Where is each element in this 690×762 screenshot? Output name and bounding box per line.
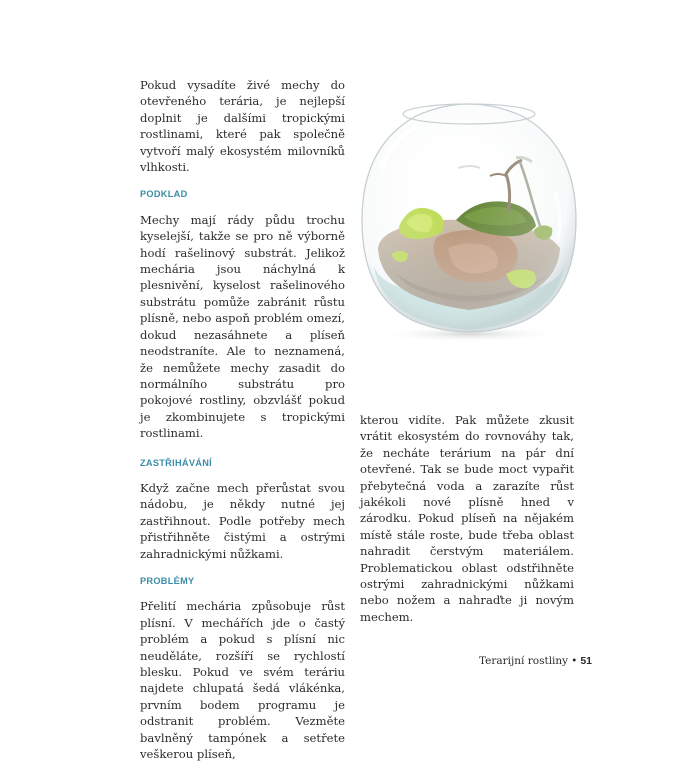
page-footer [472,655,592,667]
chapter-title: Terarijní rostliny [478,655,569,667]
paragraph-zastrihavani: Když začne mech přerůstat svou nádobu, je někdy nutné jej zastřihnout. Podle potřeby mech přistřihněte čistými a ostrými zahradnickými nůžkami. [140,480,345,561]
left-column [140,77,345,762]
terrarium-photo [356,98,582,346]
right-column [360,412,574,625]
footer-bullet: • [571,655,578,667]
heading-problemy: PROBLÉMY [140,575,195,586]
heading-zastrihavani: ZASTŘIHÁVÁNÍ [140,457,212,468]
paragraph-problemy: Přelití mechária způsobuje růst plísní. V mechářích jde o častý problém a pokud s plísní nic neuděláte, rozšíří se rychlostí blesku. Pokud ve svém teráriu najdete chlupatá šedá vlákénka, prvním bodem programu je odstranit problém. Vezměte bavlněný tampónek a setřete veškerou plíseň, [140,599,345,762]
paragraph-continuation: kterou vidíte. Pak můžete zkusit vrátit ekosystém do rovnováhy tak, že necháte terárium na pár dní otevřené. Tak se bude moct vypařit přebytečná voda a zarazíte růst jakékoli nové plísně hned v zárodku. Pokud plíseň na nějakém místě stále roste, bude třeba oblast nahradit čerstvým materiálem. Problematickou oblast odstřihněte ostrými zahradnickými nůžkami nebo nožem a nahraďte ji novým mechem. [360,413,574,624]
paragraph-podklad: Mechy mají rády půdu trochu kyselejší, takže se pro ně výborně hodí rašelinový substrát. Jelikož mechária jsou náchylná k plesnivění, kyselost rašelinového substrátu pomůže zabránit růstu plísně, nebo aspoň problém omezí, dokud nezasáhnete a plíseň neodstraníte. Ale to neznamená, že nemůžete mechy zasadit do normálního substrátu pro pokojové rostliny, obzvlášť pokud je zkombinujete s tropickými rostlinami. [140,212,345,441]
heading-podklad: PODKLAD [140,189,188,200]
intro-paragraph: Pokud vysadíte živé mechy do otevřeného terária, je nejlepší doplnit je dalšími tropickými rostlinami, které pak společně vytvoří malý ekosystém milovníků vlhkosti. [140,78,345,175]
page-number: 51 [580,655,592,667]
